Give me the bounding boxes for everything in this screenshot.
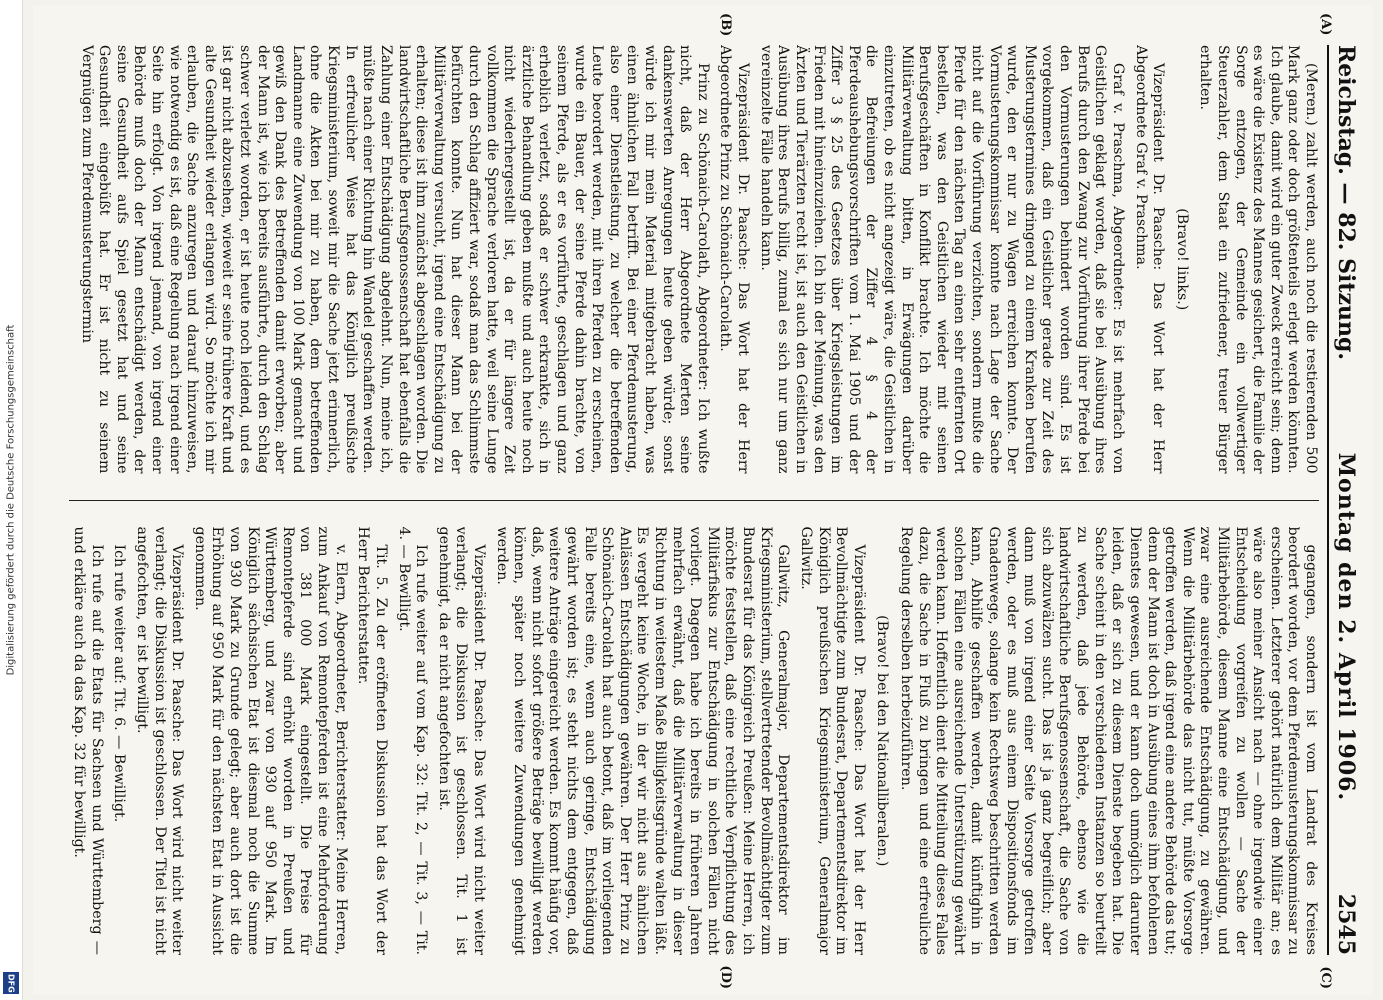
header-left: Reichstag. — 82. Sitzung. xyxy=(1332,45,1359,361)
paragraph: Vizepräsident Dr. Paasche: Das Wort hat der Herr Abgeordnete Prinz zu Schönaich-Carolath. xyxy=(717,45,751,474)
page-viewport xyxy=(22,0,1383,1000)
column-left xyxy=(69,45,1319,474)
paragraph-applause: (Bravo! bei den Nationalliberalen.) xyxy=(873,615,890,867)
column-divider xyxy=(69,500,1319,501)
margin-mark-d: (D) xyxy=(717,965,733,989)
paragraph-applause: (Bravo! links.) xyxy=(1173,208,1190,311)
paragraph: Vizepräsident Dr. Paasche: Das Wort wird nicht weiter verlangt; die Diskussion ist geschlossen. Tit. 1 ist genehmigt, da er nicht angefochten ist. xyxy=(435,526,487,955)
paragraph: (Meren.) zahlt werden, auch noch die restierenden 500 Mark ganz oder doch größtenteils erlegt werden könnten. Ich glaube, damit wird ein guter Zweck erreicht sein; denn es wäre die Existenz des Mannes gesichert, die Familie der Sorge entzogen, der Gemeinde ein vollwertiger Steuerzahler, dem Staat ein zufriedener, treuer Bürger erhalten. xyxy=(1196,45,1319,474)
paragraph: Gallwitz, Generalmajor, Departementsdirektor im Kriegsministerium, stellvertretender Bevollmächtigter zum Bundesrat für das Königreich Preußen: Meine Herren, ich möchte feststellen, daß eine rechtliche Verpflichtung des Militärfiskus zur Entschädigung in solchen Fällen nicht vorliegt. Dagegen habe ich bereits in früheren Jahren mehrfach erwähnt, daß die Militärverwaltung in dieser Richtung in weitestem Maße Billigkeitsgründe walten läßt. Es vergeht keine Woche, in der wir nicht aus ähnlichen Anlässen Entschädigungen gewähren. Der Herr Prinz zu Schönaich-Carolath hat auch betont, daß im vorliegenden Falle bereits eine, wenn auch geringe, Entschädigung gewährt worden ist; es steht nichts dem entgegen, daß weitere Anträge eingereicht werden. Es kommt häufig vor, daß, wenn nicht sofort größere Beträge bewilligt werden können, später noch weitere Zuwendungen genehmigt werden. xyxy=(493,526,791,955)
paragraph: Vizepräsident Dr. Paasche: Das Wort hat der Herr Bevollmächtigte zum Bundesrat, Departementsdirektor im Königlich preußischen Kriegsministerium, Generalmajor Gallwitz. xyxy=(797,526,867,955)
margin-mark-b: (B) xyxy=(717,13,733,37)
paragraph: Graf v. Praschma, Abgeordneter: Es ist mehrfach von Geistlichen geklagt worden, daß sie bei Ausübung ihres Berufs durch den Zwang zur Vorführung ihrer Pferde bei den Vormusterungen behindert worden sind. Es ist vorgekommen, daß ein Geistlicher gerade zur Zeit des Musterungstermines dringend zu einem Kranken berufen wurde, den er nur zu Wagen erreichen konnte. Der Vormusterungskommissar konnte nach Lage der Sache nicht auf die Vorführung verzichten, sondern mußte die Pferde für den nächsten Tag an einen sehr entfernten Ort bestellen, was den Geistlichen wieder mit seinen Berufsgeschäften in Konflikt brachte. Ich möchte die Militärverwaltung bitten, in Erwägungen darüber einzutreten, ob es nicht angezeigt wäre, die Geistlichen in die Befreiungen der Ziffer 4 § 4 der Pferdeaushebungsvorschriften vom 1. Mai 1905 und der Ziffer 3 § 25 des Gesetzes über Kriegsleistungen im Frieden mit hineinzuziehen. Ich bin der Meinung, was den Ärzten und Tierärzten recht ist, ist auch den Geistlichen in Ausübung ihres Berufs billig, zumal es sich nur um ganz vereinzelte Fälle handeln kann. xyxy=(757,45,1126,474)
margin-mark-c: (C) xyxy=(1317,966,1333,989)
paragraph: Vizepräsident Dr. Paasche: Das Wort hat der Herr Abgeordnete Graf v. Praschma. xyxy=(1132,45,1166,474)
paragraph: Ich rufe weiter auf vom Kap. 32: Tit. 2, — Tit. 3, — Tit. 4. — Bewilligt. xyxy=(395,526,429,955)
paragraph: v. Elern, Abgeordneter, Berichterstatter: Meine Herren, zum Ankauf von Remontepferden ist eine Mehrforderung von 381 000 Mark eingestellt. Die Preise für Remontepferde sind erhöht worden in Preußen und Württemberg, und zwar von 930 auf 950 Mark. Im Königlich sächsischen Etat ist diesmal noch die Summe von 930 Mark zu Grunde gelegt; aber auch dort ist die Erhöhung auf 950 Mark für den nächsten Etat in Aussicht genommen. xyxy=(191,526,349,955)
paragraph: Ich rufe weiter auf: Tit. 6. — Bewilligt. xyxy=(110,544,127,823)
page-number: 2545 xyxy=(1332,893,1359,955)
attribution-strip xyxy=(0,0,23,1000)
newspaper-page xyxy=(33,5,1373,995)
page-header xyxy=(1327,45,1359,955)
header-date: Montag den 2. April 1906. xyxy=(1332,452,1359,802)
paragraph: Vizepräsident Dr. Paasche: Das Wort wird nicht weiter verlangt; die Diskussion ist geschlossen. Der Titel ist nicht angefochten, er ist bewilligt. xyxy=(133,526,185,955)
paragraph: Prinz zu Schönaich-Carolath, Abgeordneter: Ich wußte nicht, daß der Herr Abgeordnete Merten seine dankenswerten Anregungen heute geben würde; sonst würde ich mir mein Material mitgebracht haben, was einen ähnlichen Fall betrifft. Bei einer Pferdemusterung, also einer Dienstleistung, zu welcher die betreffenden Leute beordert werden, mit ihren Pferden zu erscheinen, wurde ein Bauer, der seine Pferde dahin brachte, von seinem Pferde, als er es vorführte, geschlagen und ganz erheblich verletzt, sodaß er schwer erkrankte, sich in ärztliche Behandlung geben mußte und auch heute noch nicht wiederhergestellt ist, da er für längere Zeit vollkommen die Sprache verloren hatte, weil seine Lunge durch den Schlag affiziert war, sodaß man das Schlimmste befürchten konnte. Nun hat dieser Mann bei der Militärverwaltung versucht, irgend eine Entschädigung zu erhalten; diese ist ihm zunächst abgeschlagen worden. Die landwirtschaftliche Berufsgenossenschaft hat ebenfalls die Zahlung einer Entschädigung abgelehnt. Nun, meine ich, müßte nach einer Richtung hin Wandel geschaffen werden. In erfreulicher Weise hat das Königlich preußische Kriegsministerium, soweit mir die Sache jetzt erinnerlich, ohne die Akten bei mir zu haben, dem betreffenden Landmanne eine Zuwendung von 100 Mark gemacht und gewiß den Dank des Betreffenden damit erworben; aber der Mann ist, wie ich bereits ausführte, durch den Schlag schwer verletzt worden, er ist heute noch leidend, und es ist gar nicht abzusehen, wieweit er seine frühere Kraft und alte Gesundheit wieder erlangen wird. So möchte ich mir erlauben, die Sache anzuregen und darauf hinzuweisen, wie notwendig es ist, daß eine Regelung nach irgend einer Seite hin erfolgt. Von irgend jemand, von irgend einer Behörde muß doch der Mann entschädigt werden, der seine Gesundheit aufs Spiel gesetzt hat und seine Gesundheit eingebüßt hat. Er ist nicht zu seinem Vergnügen zum Pferdemusterungstermin xyxy=(78,45,711,474)
attribution-text: Digitalisierung gefördert durch die Deutsche Forschungsgemeinschaft xyxy=(5,324,17,676)
column-right xyxy=(69,527,1319,956)
text-columns xyxy=(69,45,1319,955)
paragraph: gegangen, sondern ist vom Landrat des Kreises beordert worden, vor dem Pferdemusterungskommissar zu erscheinen. Letzterer gehört natürlich dem Militär an; es wäre also meiner Ansicht nach — ohne irgendwie einer Entscheidung vorgreifen zu wollen — Sache der Militärbehörde, diesem Manne eine Entschädigung, und zwar eine ausreichende Entschädigung, zu gewähren. Wenn die Militärbehörde das nicht tut, müßte Vorsorge getroffen werden, daß irgend eine andere Behörde das tut; denn der Mann ist doch in Ausübung eines ihm befohlenen Dienstes gewesen, und er kann doch unmöglich darunter leiden, daß er sich zu diesem Dienste begeben hat. Die Sache scheint in den verschiedenen Instanzen so beurteilt zu werden, daß jede Behörde, ebenso wie die landwirtschaftliche Berufsgenossenschaft, die Sache von sich abzuwälzen sucht. Das ist ja ganz begreiflich; aber dann muß von irgend einer Seite Vorsorge getroffen werden, oder es muß aus einem Dispositionsfonds im Gnadenwege, solange kein Rechtsweg beschritten werden kann, Abhilfe geschaffen werden, damit künftighin in solchen Fällen eine ausreichende Unterstützung gewährt werden kann. Hoffentlich dient die Mitteilung dieses Falles dazu, die Sache in Fluß zu bringen und eine erfreuliche Regelung derselben herbeizuführen. xyxy=(897,526,1319,955)
paragraph: Ich rufe auf die Etats für Sachsen und Württemberg — und erkläre auch da das Kap. 32 für bewilligt. xyxy=(70,526,105,955)
paragraph: Tit. 5. Zu der eröffneten Diskussion hat das Wort der Herr Berichterstatter. xyxy=(354,526,389,955)
dfg-logo: DFG xyxy=(3,972,19,994)
margin-mark-a: (A) xyxy=(1317,13,1333,36)
